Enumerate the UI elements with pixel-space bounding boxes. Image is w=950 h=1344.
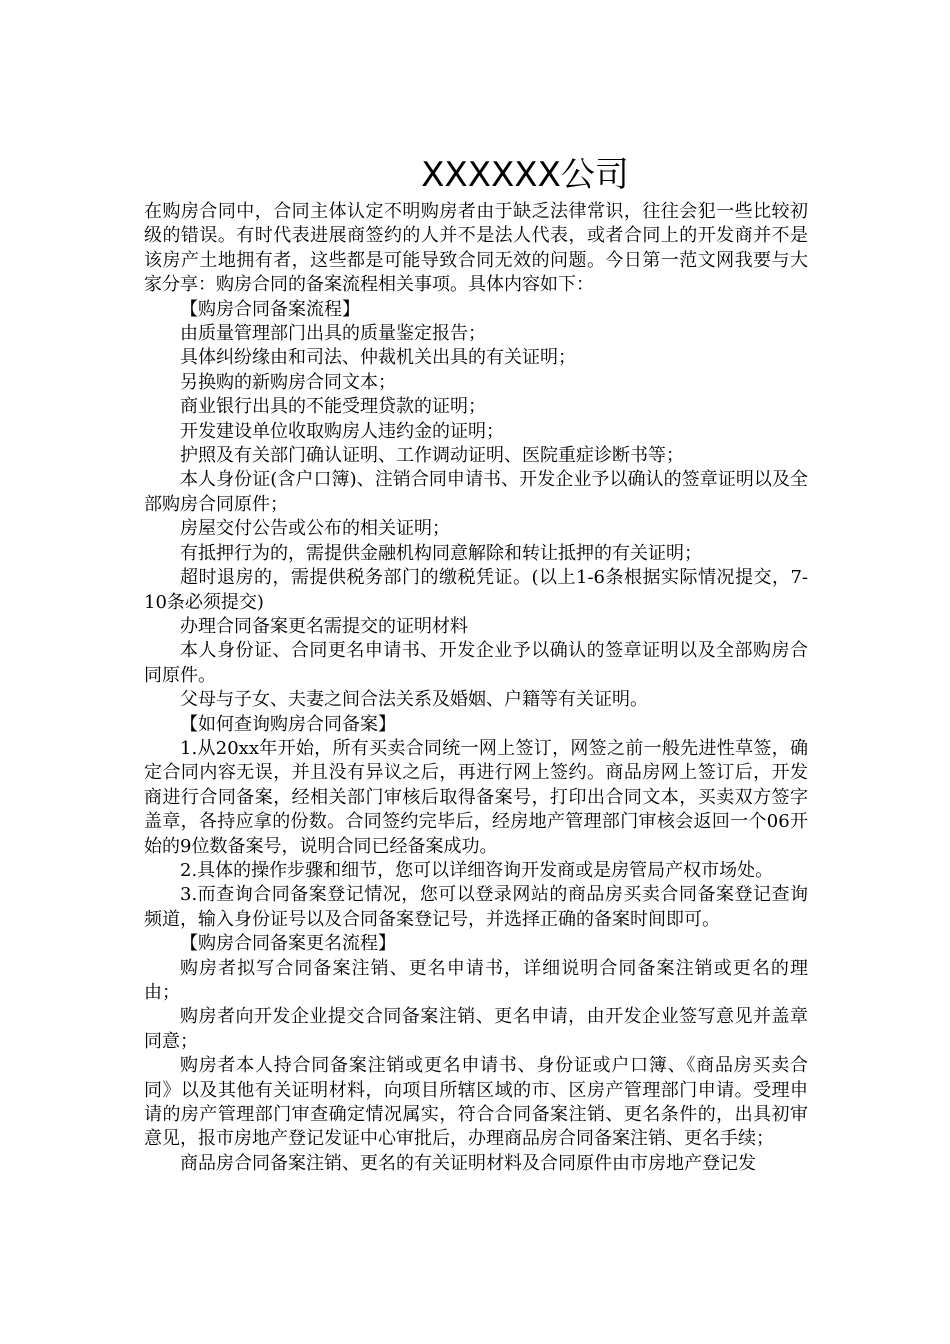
document-body <box>144 200 808 1176</box>
paragraph: 【购房合同备案更名流程】 <box>180 933 396 955</box>
paragraph: 商品房合同备案注销、更名的有关证明材料及合同原件由市房地产登记发 <box>180 1152 756 1174</box>
paragraph: 【如何查询购房合同备案】 <box>180 713 396 735</box>
paragraph: 本人身份证、合同更名申请书、开发企业予以确认的签章证明以及全部购房合同原件。 <box>144 640 808 686</box>
document-title: XXXXXX公司 <box>421 155 629 195</box>
paragraph: 在购房合同中，合同主体认定不明购房者由于缺乏法律常识，往往会犯一些比较初级的错误。有时代表进展商签约的人并不是法人代表，或者合同上的开发商并不是该房产土地拥有者，这些都是可能导致合同无效的问题。今日第一范文网我要与大家分享：购房合同的备案流程相关事项。具体内容如下： <box>144 201 808 296</box>
paragraph: 3.而查询合同备案登记情况，您可以登录网站的商品房买卖合同备案登记查询频道，输入身份证号以及合同备案登记号，并选择正确的备案时间即可。 <box>144 884 808 930</box>
paragraph: 有抵押行为的，需提供金融机构同意解除和转让抵押的有关证明； <box>180 542 702 564</box>
paragraph: 护照及有关部门确认证明、工作调动证明、医院重症诊断书等； <box>180 445 684 467</box>
paragraph: 本人身份证(含户口簿)、注销合同申请书、开发企业予以确认的签章证明以及全部购房合同原件； <box>144 469 808 515</box>
paragraph: 另换购的新购房合同文本； <box>180 371 396 393</box>
paragraph: 【购房合同备案流程】 <box>180 298 360 320</box>
paragraph: 购房者本人持合同备案注销或更名申请书、身份证或户口簿、《商品房买卖合同》以及其他有关证明材料，向项目所辖区域的市、区房产管理部门申请。受理申请的房产管理部门审查确定情况属实，符合合同备案注销、更名条件的，出具初审意见，报市房地产登记发证中心审批后，办理商品房合同备案注销、更名手续； <box>144 1055 808 1150</box>
paragraph: 2.具体的操作步骤和细节，您可以详细咨询开发商或是房管局产权市场处。 <box>180 859 774 881</box>
paragraph: 由质量管理部门出具的质量鉴定报告； <box>180 323 486 345</box>
paragraph: 具体纠纷缘由和司法、仲裁机关出具的有关证明； <box>180 347 576 369</box>
paragraph: 开发建设单位收取购房人违约金的证明； <box>180 420 504 442</box>
paragraph: 1.从20xx年开始，所有买卖合同统一网上签订，网签之前一般先进性草签，确定合同内容无误，并且没有异议之后，再进行网上签约。商品房网上签订后，开发商进行合同备案，经相关部门审核后取得备案号，打印出合同文本，买卖双方签字盖章，各持应拿的份数。合同签约完毕后，经房地产管理部门审核会返回一个06开始的9位数备案号，说明合同已经备案成功。 <box>144 737 808 857</box>
paragraph: 购房者拟写合同备案注销、更名申请书，详细说明合同备案注销或更名的理由； <box>144 957 808 1003</box>
paragraph: 购房者向开发企业提交合同备案注销、更名申请，由开发企业签写意见并盖章同意； <box>144 1006 808 1052</box>
paragraph: 办理合同备案更名需提交的证明材料 <box>180 615 468 637</box>
paragraph: 超时退房的，需提供税务部门的缴税凭证。(以上1-6条根据实际情况提交，7-10条必须提交) <box>144 567 808 613</box>
paragraph: 父母与子女、夫妻之间合法关系及婚姻、户籍等有关证明。 <box>180 689 648 711</box>
paragraph: 商业银行出具的不能受理贷款的证明； <box>180 396 486 418</box>
paragraph: 房屋交付公告或公布的相关证明； <box>180 518 450 540</box>
